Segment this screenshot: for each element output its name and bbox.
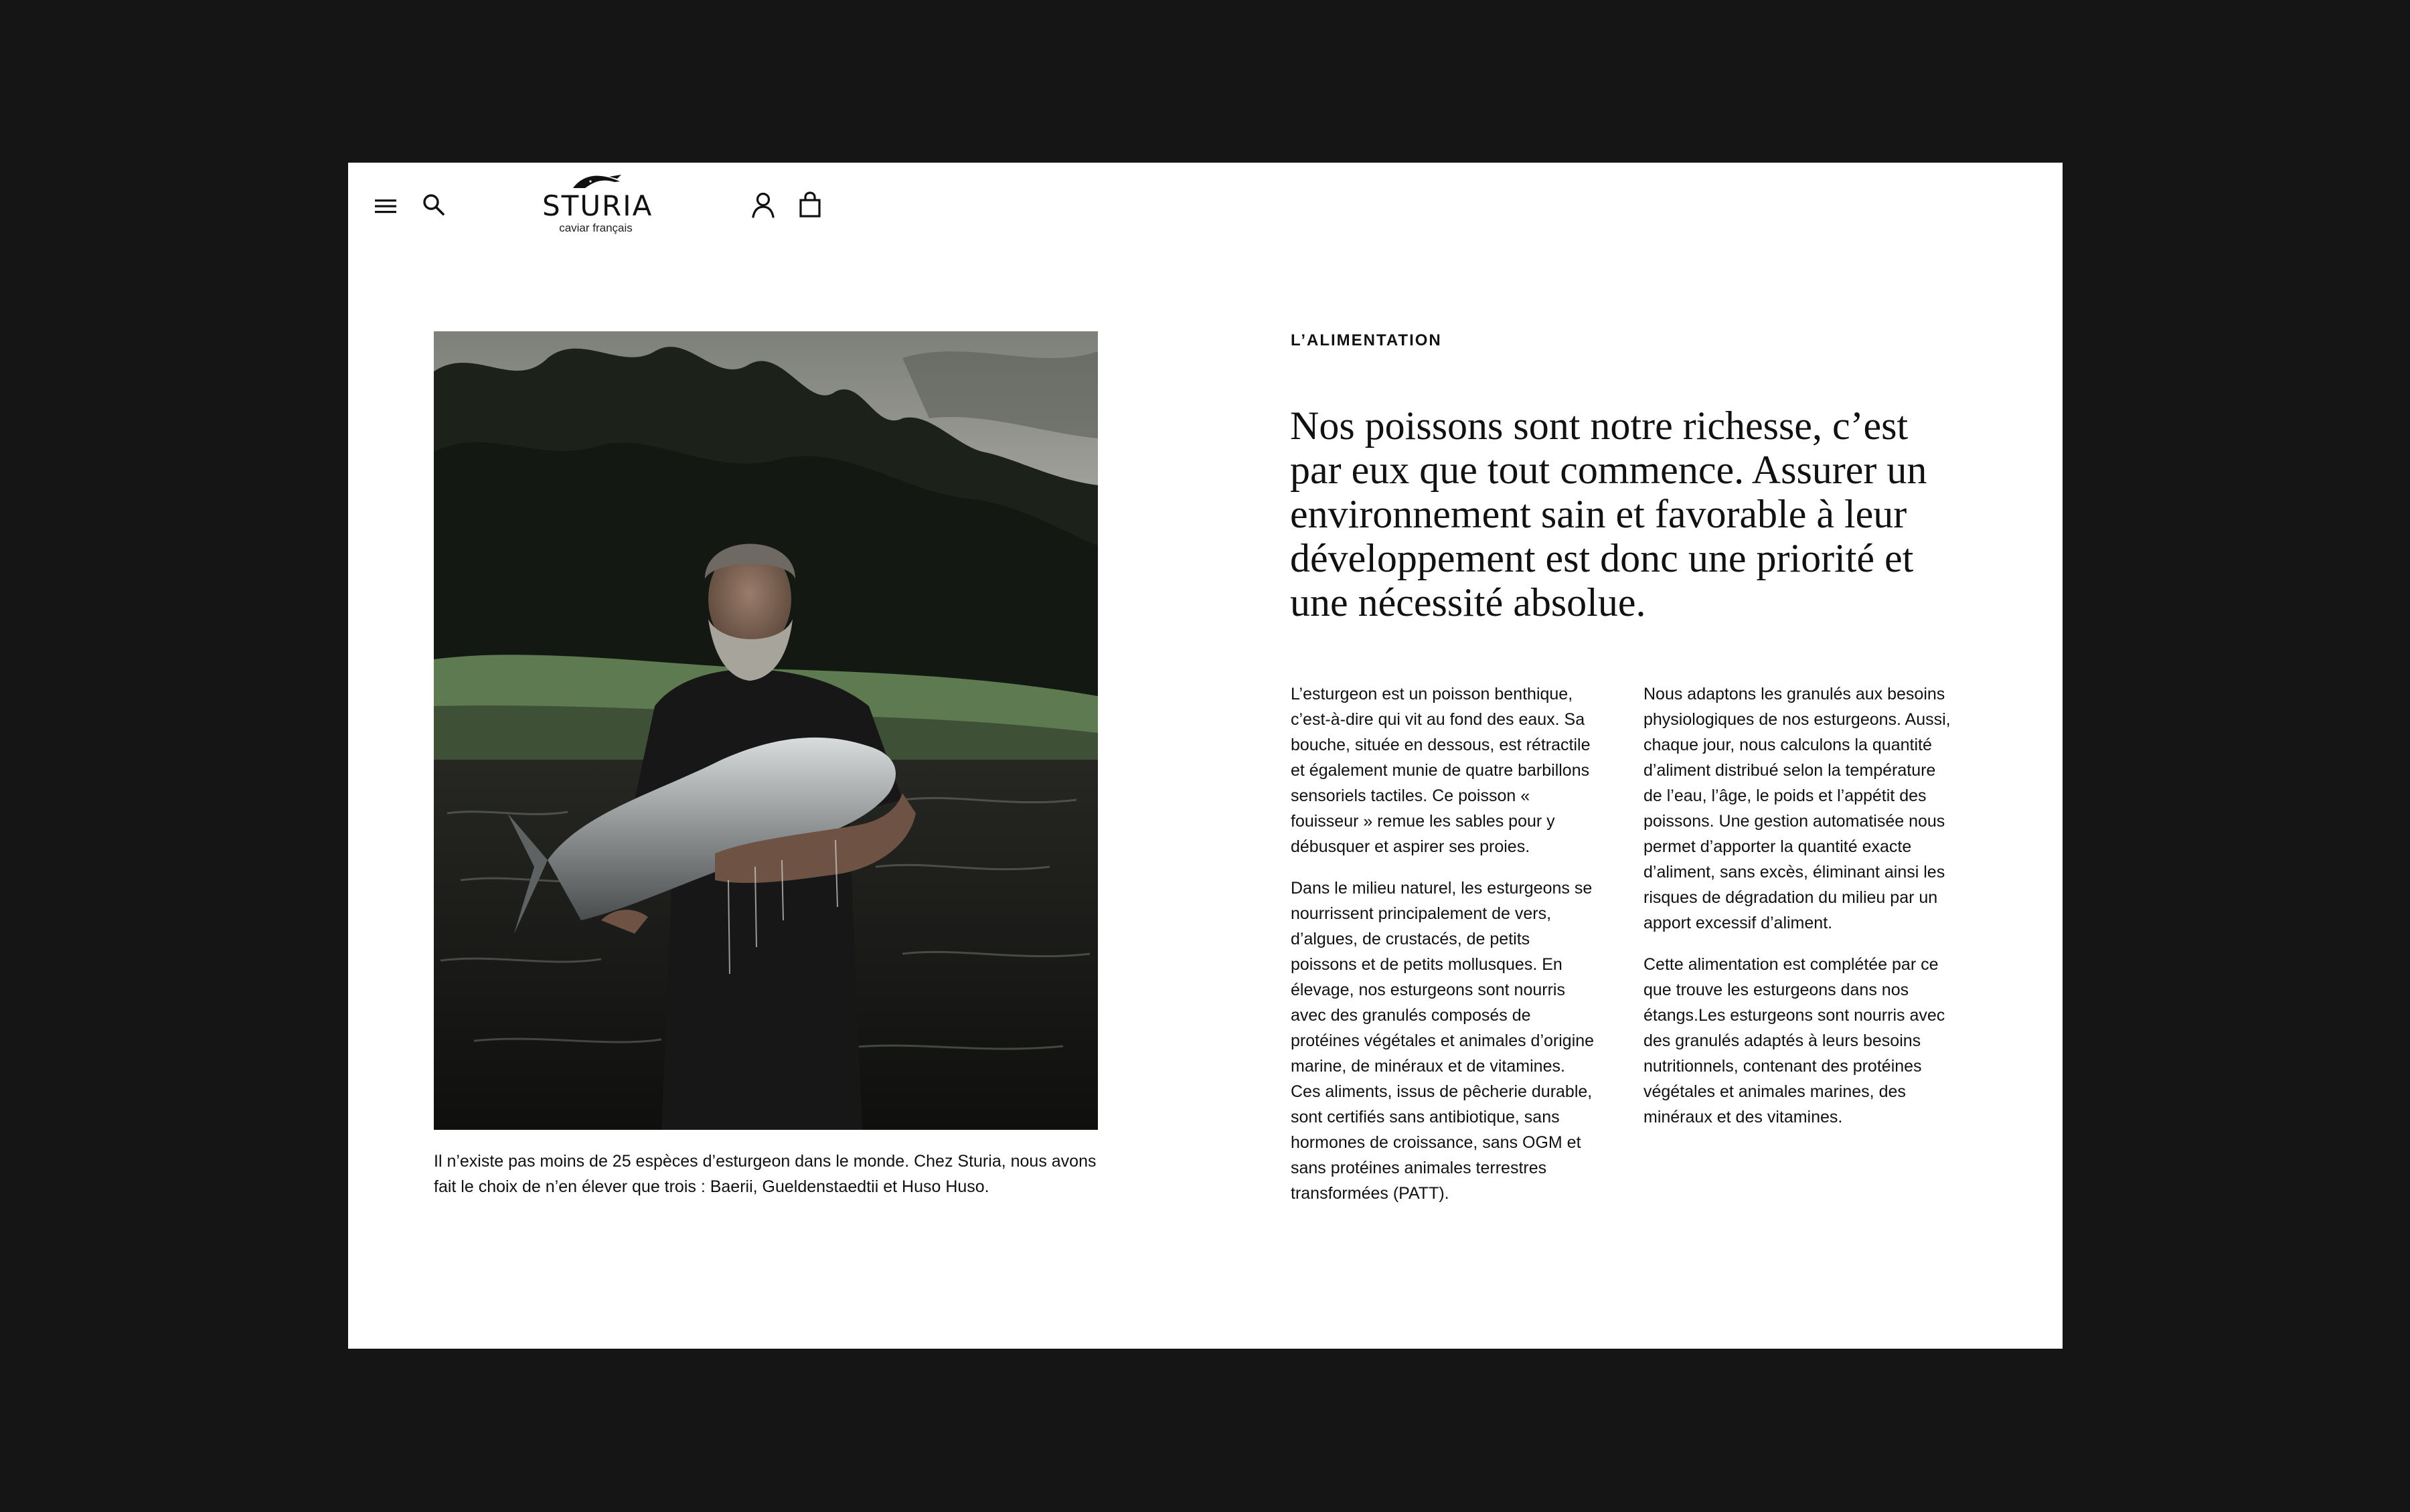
hamburger-menu-icon[interactable] xyxy=(373,193,398,219)
text-column-right xyxy=(1643,681,1951,1146)
paragraph: Cette alimentation est complétée par ce que trouve les esturgeons dans nos étangs.Les esturgeons sont nourris avec des granulés adaptés à leurs besoins nutritionnels, contenant des protéines végétales et animales marines, des minéraux et des vitamines. xyxy=(1643,955,1945,1126)
paragraph: L’esturgeon est un poisson benthique, c’est-à-dire qui vit au fond des eaux. Sa bouche, située en dessous, est rétractile et également munie de quatre barbillons sensoriels tactiles. Ce poisson « fouisseur » remue les sables pour y débusquer et aspirer ses proies. xyxy=(1291,685,1591,856)
page-screen xyxy=(348,163,2063,1349)
text-column-left xyxy=(1291,681,1595,1222)
shopping-bag-icon[interactable] xyxy=(797,190,823,220)
section-headline: Nos poissons sont notre richesse, c’est par eux que tout commence. Assurer un environnement sain et favorable à leur développement est donc une priorité et une nécessité absolue. xyxy=(1290,404,1927,624)
search-icon[interactable] xyxy=(420,191,447,218)
photo-illustration xyxy=(434,331,1098,1130)
photo-caption: Il n’existe pas moins de 25 espèces d’esturgeon dans le monde. Chez Sturia, nous avons fait le choix de n’en élever que trois : Baerii, Gueldenstaedtii et Huso Huso. xyxy=(434,1152,1097,1196)
sturgeon-fisherman-photo xyxy=(434,331,1098,1130)
section-eyebrow: L’ALIMENTATION xyxy=(1291,331,1442,349)
brand-logo[interactable] xyxy=(542,169,653,236)
paragraph: Nous adaptons les granulés aux besoins physiologiques de nos esturgeons. Aussi, chaque jour, nous calculons la quantité d’aliment distribué selon la température de l’eau, l’âge, le poids et l’appétit des poissons. Une gestion automatisée nous permet d’apporter la quantité exacte d’aliment, sans excès, éliminant ainsi les risques de dégradation du milieu par un apport excessif d’aliment. xyxy=(1643,685,1951,932)
paragraph: Dans le milieu naturel, les esturgeons se nourrissent principalement de vers, d’algues, de crustacés, de petits poissons et de petits mollusques. En élevage, nos esturgeons sont nourris avec des granulés composés de protéines végétales et animales d’origine marine, de minéraux et de vitamines. Ces aliments, issus de pêcherie durable, sont certifiés sans antibiotique, sans hormones de croissance, sans OGM et sans protéines animales terrestres transformées (PATT). xyxy=(1291,879,1595,1203)
user-account-icon[interactable] xyxy=(750,190,777,220)
logo-tagline: caviar français xyxy=(559,222,633,234)
logo-wordmark: STURIA xyxy=(542,189,653,222)
